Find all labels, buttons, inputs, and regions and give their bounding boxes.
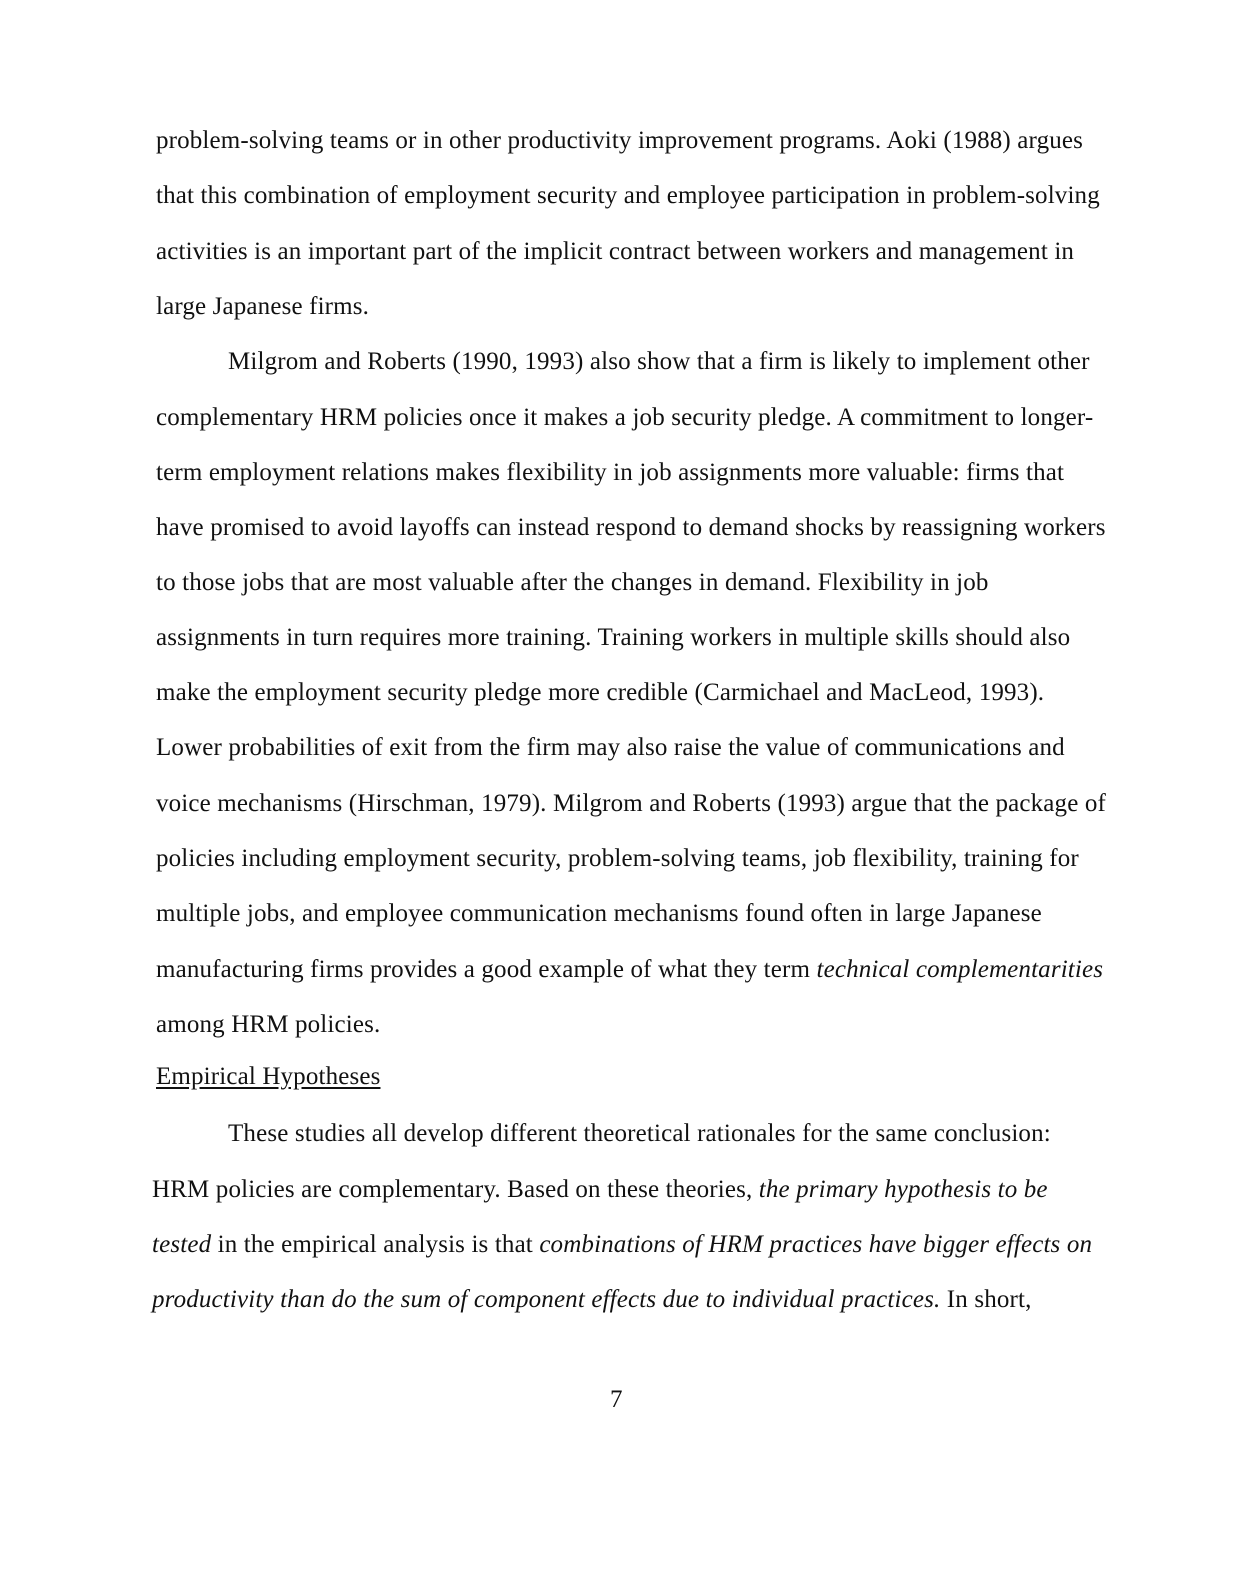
text-line bbox=[156, 678, 1044, 708]
text-line bbox=[228, 347, 1090, 377]
section-heading-text: Empirical Hypotheses bbox=[156, 1063, 381, 1090]
text-run: problem-solving teams or in other productivity improvement programs. Aoki (1988) argues bbox=[156, 127, 1084, 154]
text-run: term employment relations makes flexibility in job assignments more valuable: firms that bbox=[156, 459, 1065, 486]
italic-emphasis: the primary hypothesis to be bbox=[758, 1176, 1048, 1203]
text-line bbox=[156, 513, 1106, 543]
text-run: multiple jobs, and employee communication mechanisms found often in large Japanese bbox=[156, 900, 1042, 927]
text-run: assignments in turn requires more training. Training workers in multiple skills should also bbox=[156, 624, 1071, 651]
text-line bbox=[152, 1230, 1092, 1260]
text-line bbox=[152, 1285, 1031, 1315]
page-number: 7 bbox=[610, 1386, 623, 1413]
text-run: large Japanese firms. bbox=[156, 293, 370, 320]
text-run: manufacturing firms provides a good example of what they term bbox=[156, 956, 817, 983]
text-run: to those jobs that are most valuable after the changes in demand. Flexibility in job bbox=[156, 569, 989, 596]
text-line bbox=[156, 789, 1106, 819]
text-line bbox=[156, 844, 1079, 874]
text-line bbox=[156, 623, 1070, 653]
text-line bbox=[156, 237, 1074, 267]
text-run: in the empirical analysis is that bbox=[211, 1231, 540, 1258]
text-line bbox=[156, 733, 1065, 763]
text-run: policies including employment security, problem-solving teams, job flexibility, training for bbox=[156, 845, 1079, 872]
text-run: In short, bbox=[940, 1286, 1032, 1313]
text-run: have promised to avoid layoffs can instead respond to demand shocks by reassigning workers bbox=[156, 514, 1106, 541]
text-line bbox=[156, 403, 1093, 433]
text-run: HRM policies are complementary. Based on these theories, bbox=[152, 1176, 759, 1203]
text-run: among HRM policies. bbox=[156, 1011, 381, 1038]
text-line bbox=[156, 126, 1083, 156]
text-line bbox=[156, 181, 1100, 211]
italic-emphasis: tested bbox=[152, 1231, 212, 1258]
text-run: Lower probabilities of exit from the firm may also raise the value of communications and bbox=[156, 734, 1065, 761]
text-line bbox=[152, 1175, 1048, 1205]
italic-emphasis: productivity than do the sum of component effects due to individual practices. bbox=[152, 1286, 941, 1313]
text-line bbox=[156, 568, 989, 598]
text-run: Milgrom and Roberts (1990, 1993) also show that a firm is likely to implement other bbox=[228, 348, 1090, 375]
italic-emphasis: combinations of HRM practices have bigger effects on bbox=[539, 1231, 1093, 1258]
section-heading bbox=[156, 1062, 380, 1092]
text-run: These studies all develop different theoretical rationales for the same conclusion: bbox=[228, 1120, 1051, 1147]
text-run: that this combination of employment security and employee participation in problem-solving bbox=[156, 182, 1100, 209]
text-line bbox=[228, 1119, 1051, 1149]
text-line bbox=[156, 292, 369, 322]
text-line bbox=[156, 899, 1042, 929]
text-line bbox=[156, 1010, 380, 1040]
text-line bbox=[156, 458, 1064, 488]
italic-term: technical complementarities bbox=[816, 956, 1104, 983]
text-line bbox=[156, 955, 1103, 985]
text-run: activities is an important part of the implicit contract between workers and management in bbox=[156, 238, 1075, 265]
text-run: complementary HRM policies once it makes a job security pledge. A commitment to longer- bbox=[156, 404, 1094, 431]
text-run: make the employment security pledge more credible (Carmichael and MacLeod, 1993). bbox=[156, 679, 1045, 706]
text-run: voice mechanisms (Hirschman, 1979). Milgrom and Roberts (1993) argue that the package of bbox=[156, 790, 1106, 817]
